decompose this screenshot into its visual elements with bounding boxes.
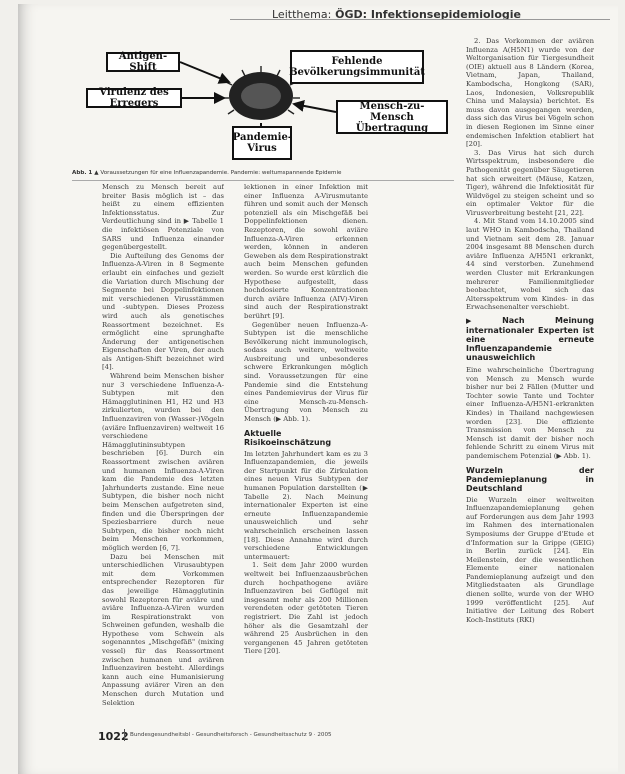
paragraph: Während beim Menschen bisher nur 3 verschiedene Influenza-A-Subtypen mit den Hämagglutininen H1, H2 und H3 zirkulierten, wurden bei den Influenzaviren von (Wasser-)Vögeln (aviäre Influenzaviren) weltweit 16 verschiedene Hämagglutininsubtypen beschrieben [6]. Durch ein Reassortment zwischen aviären und humanen Influenza-A-Viren kam die Pandemie des letzten Jahrhunderts zustande. Eine neue Subtypen, die bisher noch nicht beim Menschen aufgetreten sind, finden und die Überspringen der Speziesbarriere durch neue Subtypen, die bisher noch nicht beim Menschen vorkommen, möglich werden [6, 7]. [102,372,224,552]
running-head-title: ÖGD: Infektionsepidemiologie [335,8,521,21]
paragraph: Dazu bei Menschen mit unterschiedlichen Virusaubtypen mit dem Vorkommen entsprechender Rezeptoren für das jeweilige Hämagglutinin sowohl Rezeptoren für aviäre und aviäre Influenza-A-Viren wurden im Respirationstrakt von Schweinen gefunden, weshalb die Hypothese vom Schwein als sogenanntes „Mischgefäß" (mixing vessel) für das Reassortment zwischen humanen und aviären Influenzaviren besteht. Allerdings kann auch eine Humanisierung Anpassung aviärer Viren an den Menschen durch Mutation und Selektion [102,552,224,707]
section-heading-pandemic-planning: Wurzeln der Pandemieplanung in Deutschland [466,465,594,493]
box-antigen-shift: Antigen-Shift [106,52,180,72]
paragraph: 3. Das Virus hat sich durch Wirtsspektrum, insbesondere die Pathogenität gegenüber Säugetieren hat sich erweitert (Mäuse, Katzen, Tiger), während die Infektiosität für Wildvögel zu steigen scheint und so ein optimaler Vektor für die Virusverbreitung besteht [21, 22]. [466,148,594,217]
paragraph: 4. Mit Stand vom 14.10.2005 sind laut WHO in Kambodscha, Thailand und Vietnam seit dem 28. Januar 2004 insgesamt 88 Menschen durch aviäre Influenza A/H5N1 erkrankt, 44 sind verstorben. Zunehmend werden Cluster mit Erkrankungen mehrerer Familienmitglieder beobachtet, wobei sich das Altersspektrum vom Kindes- in das Erwachsenenalter verschiebt. [466,217,594,312]
text-column-1 [102,183,224,723]
page-number: 1022 [98,730,129,743]
pull-quote-heading: ▶ Nach Meinung internationaler Experten ist eine erneute Influenzapandemie unausweichlich [466,316,594,362]
text-column-3 [466,37,594,727]
figure-caption [72,170,454,176]
paragraph: Eine wahrscheinliche Übertragung von Mensch zu Mensch wurde bisher nur bei 2 Fällen (Mutter und Tochter sowie Tante und Tochter einer Influenza-A/H5N1-erkrankten Kindes) in Thailand nachgewiesen worden [23]. Die effiziente Transmission von Mensch zu Mensch ist damit der bisher noch fehlende Schritt zu einem Virus mit pandemischem Potenzial (▶ Abb. 1). [466,366,594,460]
paragraph: 1. Seit dem Jahr 2000 wurden weltweit bei Influenzaausbrüchen durch hochpathogene aviäre Influenzaviren bei Geflügel mit insgesamt mehr als 200 Millionen verendeten oder getöteten Tieren registriert. Die Zahl ist jedoch höher als die Gesamtzahl der während 25 Ausbrüchen in den vergangenen 45 Jahren getöteten Tiere [20]. [244,561,368,656]
paragraph: Gegenüber neuen Influenza-A-Subtypen ist die menschliche Bevölkerung nicht immunologisch, sodass auch weitere, weltweite Ausbreitung und unbesonderes schwere Erkrankungen möglich sind. Voraussetzungen für eine Pandemie sind die Entstehung eines Pandemievirus der Virus für eine Mensch-zu-Mensch-Übertragung von Mensch zu Mensch (▶ Abb. 1). [244,320,368,424]
box-missing-immunity: Fehlende Bevölkerungsimmunität [290,50,424,84]
paragraph: Im letzten Jahrhundert kam es zu 3 Influenzapandemien, die jeweils der Startpunkt für die Zirkulation eines neuen Virus Subtypen der humanen Population darstellten (▶ Tabelle 2). Nach Meinung internationaler Experten ist eine erneute Influenzapandemie unausweichlich und sehr wahrscheinlich erscheinen lassen [18]. Diese Annahme wird durch verschiedene Entwicklungen untermauert: [244,449,368,561]
section-heading-risk: Aktuelle Risikoeinschätzung [244,428,332,447]
box-human-transmission: Mensch-zu-Mensch Übertragung [336,100,448,134]
box-pandemic-virus: Pandemie-Virus [232,126,292,160]
text-column-2 [244,183,368,723]
paragraph: Die Wurzeln einer weltweiten Influenzapandemieplanung gehen auf Forderungen aus dem Jahr 1993 im Rahmen des internationalen Symposiums der Gruppe d'Etude et d'Information sur la Grippe (GEIG) in Berlin zurück [24]. Ein Meilenstein, der die wesentlichen Elemente einer nationalen Pandemieplanung aufzeigt und den Mitgliedstaaten als Grundlage dienen sollte, wurde von der WHO 1999 veröffentlicht [25]. Auf Initiative der Leitung des Robert Koch-Instituts (RKI) [466,495,594,624]
box-virulence: Virulenz des Erregers [86,88,182,108]
caption-rule [72,180,454,181]
header-rule [230,19,610,20]
figure-caption-text: Voraussetzungen für eine Influenzapandemie. Pandemie: weltumspannende Epidemie [100,170,342,176]
footer-divider [124,729,125,741]
journal-citation: Bundesgesundheitsbl - Gesundheitsforsch - Gesundheitsschutz 9 · 2005 [130,732,332,738]
figure-pandemic-prerequisites [72,26,454,176]
paragraph: Mensch zu Mensch bereit auf breiter Basis möglich ist – das heißt zu einem effizienten Infektionsstatus. Zur Verdeutlichung sind in ▶ Tabelle 1 die infektiösen Potenziale von SARS und Influenza einander gegenübergestellt. [102,183,224,252]
paragraph: 2. Das Vorkommen der aviären Influenza A(H5N1) wurde von der Weltorganisation für Tiergesundheit (OIE) aktuell aus 8 Ländern (Korea, Vietnam, Japan, Thailand, Kambodscha, Hongkong (SAR), Laos, Indonesien, Volksrepublik China und Malaysia) berichtet. Es muss davon ausgegangen werden, dass sich das Virus bei Vögeln schon in diesen Regionen im Sinne einer endemischen Infektion etabliert hat [20]. [466,37,594,149]
figure-caption-label: Abb. 1 ▲ [72,170,99,176]
running-head-section: Leitthema: [272,8,332,21]
paragraph: lektionen in einer Infektion mit einer Influenza A-Virusmutante führen und somit auch der Mensch potenziell als ein Mischgefäß bei Doppelinfektionen dienen. Rezeptoren, die sowohl aviäre Influenza-A-Viren erkennen werden, können in anderen Geweben als dem Respirationstrakt auch beim Menschen gefunden werden. So wurde erst kürzlich die Hypothese aufgestellt, dass hochdosierte Konzentrationen durch aviäre Influenza (AIV)-Viren sind auch der Respirationstrakt berührt [9]. [244,183,368,320]
paragraph: Die Aufteilung des Genoms der Influenza-A-Viren in 8 Segmente erlaubt ein einfaches und gezielt die Variation durch Mischung der Segmente bei Doppelinfektionen mit verschiedenen Virusstämmen und -subtypen. Dieses Prozess wird auch als genetisches Reassortment bezeichnet. Es ermöglicht eine sprunghafte Änderung der antigenetischen Eigenschaften der Viren, der auch als Antigen-Shift bezeichnet wird [4]. [102,251,224,372]
